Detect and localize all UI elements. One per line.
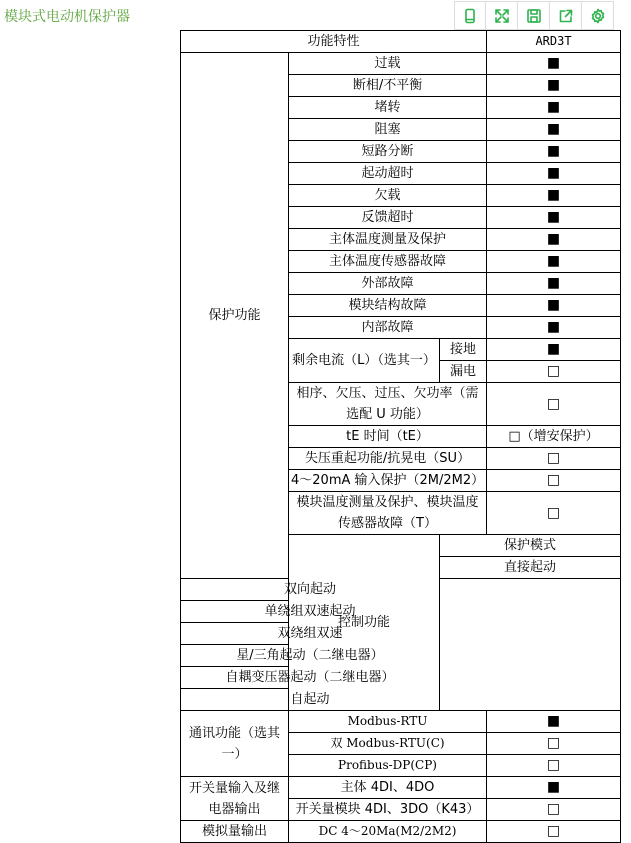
control-item: 双向起动 (181, 579, 440, 601)
row-label: 内部故障 (289, 317, 487, 339)
row-label: 4～20mA 输入保护（2M/2M2） (289, 470, 487, 492)
row-value: ■ (487, 777, 621, 799)
row-value: □ (487, 492, 621, 535)
row-value: ■ (487, 273, 621, 295)
sub-label-ground: 接地 (440, 339, 487, 361)
table-row (181, 689, 621, 711)
row-value: □ (487, 733, 621, 755)
control-item: 自起动 (181, 689, 440, 711)
row-label: DC 4～20Ma(M2/2M2) (289, 821, 487, 843)
row-value: ■ (487, 185, 621, 207)
group-analog: 模拟量输出 (181, 821, 289, 843)
row-label: Profibus-DP(CP) (289, 755, 487, 777)
toolbar (454, 1, 614, 30)
row-value: ■ (487, 229, 621, 251)
row-label: 反馈超时 (289, 207, 487, 229)
save-button[interactable] (518, 1, 550, 30)
row-label: 主体 4DI、4DO (289, 777, 487, 799)
control-item: 星/三角起动（二继电器） (181, 645, 440, 667)
row-label: 堵转 (289, 97, 487, 119)
row-label-residual: 剩余电流（L）（选其一） (289, 339, 440, 383)
tablet-icon (462, 8, 478, 24)
row-label: 断相/不平衡 (289, 75, 487, 97)
row-value: ■ (487, 295, 621, 317)
row-label: 开关量模块 4DI、3DO（K43） (289, 799, 487, 821)
row-value: ■ (487, 207, 621, 229)
row-value: ■ (487, 141, 621, 163)
spec-table (180, 30, 621, 843)
share-button[interactable] (550, 1, 582, 30)
row-label: 起动超时 (289, 163, 487, 185)
control-item: 直接起动 (440, 557, 621, 579)
table-row (181, 667, 621, 689)
save-icon (526, 8, 542, 24)
row-label: 短路分断 (289, 141, 487, 163)
control-item: 自耦变压器起动（二继电器） (181, 667, 440, 689)
table-header-row (181, 31, 621, 53)
control-item: 保护模式 (440, 535, 621, 557)
table-row (181, 645, 621, 667)
row-label: tE 时间（tE） (289, 426, 487, 448)
table-row (181, 579, 621, 601)
control-item: 单绕组双速起动 (181, 601, 440, 623)
share-icon (558, 8, 574, 24)
row-value: □ (487, 755, 621, 777)
table-row (181, 623, 621, 645)
header-model: ARD3T (487, 31, 621, 53)
row-value: □ (487, 383, 621, 426)
row-value: ■ (487, 75, 621, 97)
table-row (181, 711, 621, 733)
row-label: 双 Modbus-RTU(C) (289, 733, 487, 755)
row-value: ■ (487, 317, 621, 339)
sub-label-leakage: 漏电 (440, 361, 487, 383)
fullscreen-button[interactable] (486, 1, 518, 30)
group-io: 开关量输入及继电器输出 (181, 777, 289, 821)
row-label: 阻塞 (289, 119, 487, 141)
expand-icon (494, 8, 510, 24)
row-value: □ (487, 448, 621, 470)
row-value: □ (487, 799, 621, 821)
row-value: ■ (487, 97, 621, 119)
row-value: □ (487, 821, 621, 843)
table-row (181, 777, 621, 799)
row-label: 模块温度测量及保护、模块温度传感器故障（T） (289, 492, 487, 535)
gear-icon (590, 8, 606, 24)
row-value: ■ (487, 251, 621, 273)
row-label: 过载 (289, 53, 487, 75)
row-value: ■ (487, 711, 621, 733)
row-label: Modbus-RTU (289, 711, 487, 733)
group-control: 控制功能 (289, 535, 440, 711)
row-value: ■ (487, 339, 621, 361)
row-label: 主体温度传感器故障 (289, 251, 487, 273)
row-value: □（增安保护） (487, 426, 621, 448)
header-feature: 功能特性 (181, 31, 487, 53)
row-value: □ (487, 361, 621, 383)
row-label: 相序、欠压、过压、欠功率（需选配 U 功能） (289, 383, 487, 426)
row-label: 外部故障 (289, 273, 487, 295)
group-comm: 通讯功能（选其一） (181, 711, 289, 777)
row-value: ■ (487, 119, 621, 141)
control-item: 双绕组双速 (181, 623, 440, 645)
table-row (181, 601, 621, 623)
row-label: 模块结构故障 (289, 295, 487, 317)
table-row (181, 53, 621, 75)
row-label: 失压重起功能/抗晃电（SU） (289, 448, 487, 470)
row-label: 主体温度测量及保护 (289, 229, 487, 251)
settings-button[interactable] (582, 1, 614, 30)
row-value: □ (487, 470, 621, 492)
tablet-view-button[interactable] (454, 1, 486, 30)
page-title: 模块式电动机保护器 (4, 9, 130, 25)
group-protection: 保护功能 (181, 53, 289, 579)
row-label: 欠载 (289, 185, 487, 207)
row-value: ■ (487, 53, 621, 75)
row-value: ■ (487, 163, 621, 185)
table-row (181, 821, 621, 843)
